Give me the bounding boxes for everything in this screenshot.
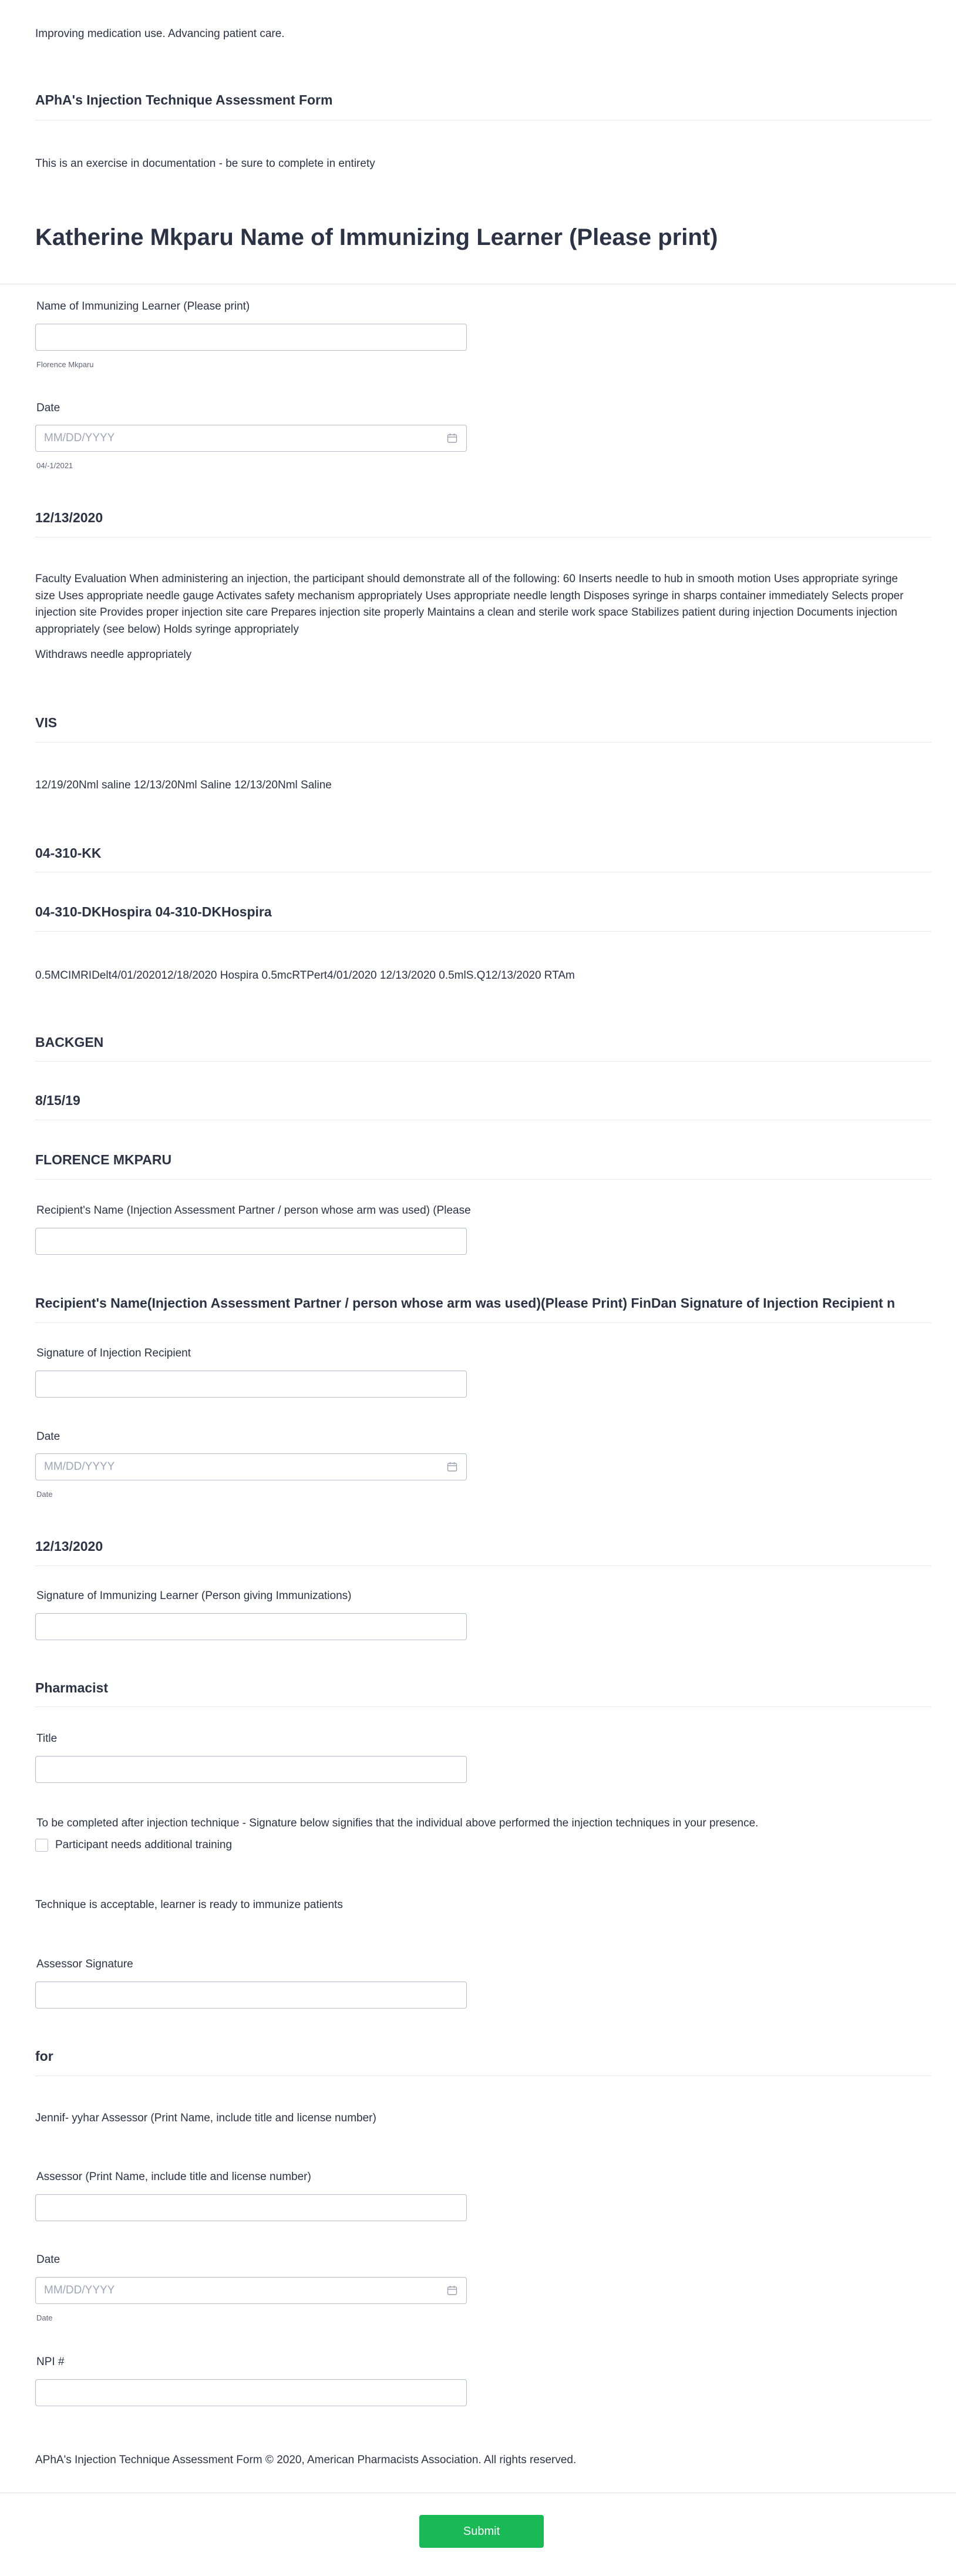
- date-placeholder: MM/DD/YYYY: [44, 2284, 115, 2296]
- learner-name-sublabel: Florence Mkparu: [36, 360, 94, 369]
- recipient-name-input[interactable]: [35, 1228, 467, 1255]
- withdraws-text: Withdraws needle appropriately: [35, 649, 192, 661]
- recipient-signature-input[interactable]: [35, 1371, 467, 1398]
- training-checkbox[interactable]: [35, 1839, 48, 1852]
- divider: [35, 931, 931, 932]
- recipient-name-label: Recipient's Name (Injection Assessment Partner / person whose arm was used) (Please: [36, 1204, 471, 1217]
- calendar-icon[interactable]: [446, 2285, 458, 2296]
- learner-signature-label: Signature of Immunizing Learner (Person giving Immunizations): [36, 1590, 352, 1602]
- divider: [35, 1061, 931, 1062]
- assessor-signature-input[interactable]: [35, 1981, 467, 2009]
- assessor-name-input[interactable]: [35, 2194, 467, 2221]
- title-input[interactable]: [35, 1756, 467, 1783]
- acceptable-text: Technique is acceptable, learner is ready to immunize patients: [35, 1899, 343, 1911]
- learner-name-label: Name of Immunizing Learner (Please print): [36, 300, 250, 313]
- date-input[interactable]: [35, 1453, 467, 1480]
- heading-for: for: [35, 2048, 53, 2064]
- assessor-name-label: Assessor (Print Name, include title and license number): [36, 2171, 311, 2183]
- learner-name-input[interactable]: [35, 324, 467, 351]
- heading-lot-hospira: 04-310-DKHospira 04-310-DKHospira: [35, 904, 272, 919]
- heading-date: 12/13/2020: [35, 1539, 103, 1554]
- saline-text: 12/19/20Nml saline 12/13/20Nml Saline 12/13/20Nml Saline: [35, 779, 332, 791]
- learner-signature-input[interactable]: [35, 1613, 467, 1640]
- date-input[interactable]: [35, 2277, 467, 2304]
- divider: [35, 1179, 931, 1180]
- assessor-signature-label: Assessor Signature: [36, 1958, 133, 1970]
- dose-text: 0.5MCIMRIDelt4/01/202012/18/2020 Hospira 0.5mcRTPert4/01/2020 12/13/2020 0.5mlS.Q12/13/2020 RTAm: [35, 969, 575, 982]
- form-name-heading: APhA's Injection Technique Assessment Form: [35, 92, 333, 108]
- heading-pharmacist: Pharmacist: [35, 1680, 109, 1695]
- after-technique-text: To be completed after injection technique - Signature below signifies that the individual above performed the injection techniques in your presence.: [36, 1817, 759, 1829]
- intro-text: This is an exercise in documentation - be sure to complete in entirety: [35, 157, 375, 170]
- training-checkbox-label[interactable]: Participant needs additional training: [55, 1839, 233, 1851]
- heading-backgen: BACKGEN: [35, 1035, 104, 1050]
- npi-label: NPI #: [36, 2356, 65, 2368]
- calendar-icon[interactable]: [446, 1461, 458, 1473]
- date-sublabel: Date: [36, 1490, 53, 1499]
- copyright-text: APhA's Injection Technique Assessment Form © 2020, American Pharmacists Association. All rights reserved.: [35, 2454, 577, 2466]
- npi-input[interactable]: [35, 2379, 467, 2406]
- faculty-evaluation-text: Faculty Evaluation When administering an injection, the participant should demonstrate all of the following: 60 Inserts needle to hub in smooth motion Uses appropriate syringe size Uses appropriate needle gauge Activates safety mechanism appropriately Uses appropriate needle length Disposes syringe in sharps container immediately Selects proper injection site Provides proper injection site care Prepares injection site properly Maintains a clean and sterile work space Stabilizes patient during injection Documents injection appropriately (see below) Holds syringe appropriately: [35, 573, 904, 636]
- date-placeholder: MM/DD/YYYY: [44, 432, 115, 444]
- submit-button[interactable]: Submit: [419, 2515, 544, 2548]
- date-label: Date: [36, 1430, 60, 1443]
- date-placeholder: MM/DD/YYYY: [44, 1460, 115, 1473]
- divider: [35, 1322, 931, 1323]
- date-sublabel: Date: [36, 2313, 53, 2322]
- heading-florence: FLORENCE MKPARU: [35, 1152, 172, 1167]
- heading-recipient: Recipient's Name(Injection Assessment Partner / person whose arm was used)(Please Print) FinDan Signature of Injection Recipient n: [35, 1295, 896, 1311]
- tagline: Improving medication use. Advancing patient care.: [35, 28, 285, 40]
- divider: [35, 2075, 931, 2076]
- title-label: Title: [36, 1732, 58, 1745]
- recipient-signature-label: Signature of Injection Recipient: [36, 1347, 191, 1359]
- heading-vis-date: 8/15/19: [35, 1093, 80, 1108]
- heading-vis: VIS: [35, 715, 58, 730]
- heading-date: 12/13/2020: [35, 510, 103, 525]
- heading-lot: 04-310-KK: [35, 845, 102, 861]
- assessor-text: Jennif- yyhar Assessor (Print Name, include title and license number): [35, 2112, 376, 2124]
- date-sublabel: 04/-1/2021: [36, 461, 73, 470]
- divider: [35, 742, 931, 743]
- learner-title: Katherine Mkparu Name of Immunizing Learner (Please print): [35, 224, 718, 250]
- date-label: Date: [36, 402, 60, 414]
- date-input[interactable]: [35, 425, 467, 452]
- calendar-icon[interactable]: [446, 432, 458, 444]
- date-label: Date: [36, 2253, 60, 2266]
- divider: [35, 537, 931, 538]
